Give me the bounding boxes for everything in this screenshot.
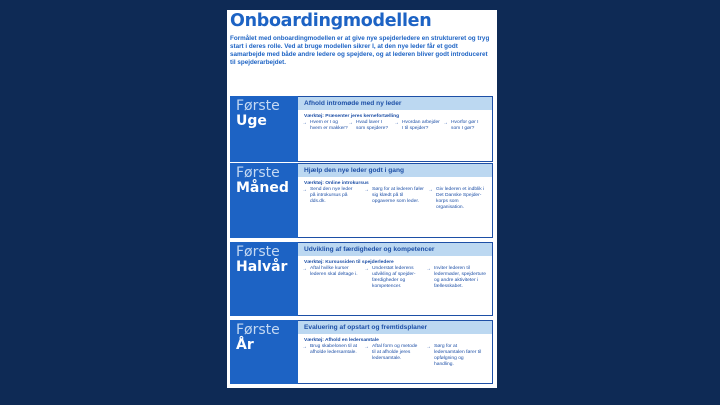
bullet-item	[302, 187, 358, 205]
arrow-icon: →	[364, 344, 369, 350]
stage-label	[230, 320, 298, 384]
stage-label	[230, 96, 298, 162]
bullet-text: Brug skabelonen til at afholde ledersamtale.	[310, 344, 358, 355]
section-first-week	[230, 96, 493, 162]
bullet-text: Hvorfor gør I som I gør?	[451, 120, 479, 131]
section-tool: Værktøj: Afhold en ledersamtale	[304, 338, 379, 343]
bullet-text: Hvad laver I som spejdere?	[356, 120, 389, 131]
bullet-item	[348, 120, 392, 132]
document-page	[227, 10, 497, 388]
arrow-icon: →	[364, 266, 369, 272]
arrow-icon: →	[426, 266, 431, 272]
bullet-item	[364, 344, 420, 362]
bullet-text: Sørg for at lederen føler sig klædt på til opgaverne som leder.	[372, 187, 424, 204]
section-heading: Udvikling af færdigheder og kompetencer	[298, 243, 492, 256]
bullet-text: Inviter lederen til ledermøder, spejderture og andre aktiviteter i fællesskabet.	[434, 266, 486, 289]
arrow-icon: →	[428, 187, 433, 193]
bullet-item	[428, 187, 486, 211]
arrow-icon: →	[443, 120, 448, 126]
bullet-item	[364, 266, 424, 290]
stage-label-line1: Første	[236, 165, 280, 181]
section-box	[298, 96, 493, 162]
bullet-item	[302, 120, 350, 132]
arrow-icon: →	[348, 120, 353, 126]
arrow-icon: →	[302, 120, 307, 126]
section-first-year	[230, 320, 493, 384]
section-first-half-year	[230, 242, 493, 316]
stage-label-line2: År	[236, 337, 254, 353]
bullet-text: Giv lederen et indblik i Det Danske Spejder-korps som organisation.	[436, 187, 485, 210]
stage-label-line1: Første	[236, 244, 280, 260]
section-first-month	[230, 163, 493, 238]
stage-label-line1: Første	[236, 98, 280, 114]
section-tool: Værktøj: Præsenter jeres kernefortælling	[304, 114, 400, 119]
bullet-text: Send den nye leder på introkursus på dds.dk.	[310, 187, 353, 204]
bullet-item	[426, 344, 484, 368]
section-heading: Afhold intromøde med ny leder	[298, 97, 492, 110]
section-tool: Værktøj: Online introkursus	[304, 181, 369, 186]
arrow-icon: →	[426, 344, 431, 350]
stage-label-line1: Første	[236, 322, 280, 338]
section-tool: Værktøj: Kursussiden til spejderledere	[304, 260, 394, 265]
bullet-item	[394, 120, 440, 132]
stage-label-line2: Måned	[236, 180, 289, 196]
section-heading: Evaluering af opstart og fremtidsplaner	[298, 321, 492, 334]
stage-label	[230, 163, 298, 238]
stage-label-line2: Uge	[236, 113, 267, 129]
stage-label-line2: Halvår	[236, 259, 288, 275]
bullet-text: Sørg for at ledersamtalen fører til opfølgning og handling.	[434, 344, 482, 367]
bullet-text: Aftal form og metode til at afholde jeres ledersamtale.	[372, 344, 418, 361]
arrow-icon: →	[302, 266, 307, 272]
section-box	[298, 320, 493, 384]
arrow-icon: →	[394, 120, 399, 126]
bullet-text: Aftal hvilke kurser lederen skal deltage i.	[310, 266, 358, 277]
bullet-item	[364, 187, 426, 205]
arrow-icon: →	[302, 187, 307, 193]
section-box	[298, 163, 493, 238]
bullet-item	[426, 266, 486, 290]
bullet-text: Hvem er I og hvem er makker?	[310, 120, 348, 131]
section-box	[298, 242, 493, 316]
bullet-item	[302, 266, 360, 278]
bullet-item	[302, 344, 358, 356]
arrow-icon: →	[364, 187, 369, 193]
intro-paragraph: Formålet med onboardingmodellen er at give nye spejderledere en struktureret og tryg start i deres rolle. Ved at bruge modellen sikrer I, at den nye leder får et godt samarbejde med både andre ledere og spejdere, og at lederen bliver godt introduceret til spejderarbejdet.	[230, 35, 490, 67]
bullet-text: Hvordan arbejder I til spejder?	[402, 120, 440, 131]
page-title: Onboardingmodellen	[230, 11, 432, 31]
section-heading: Hjælp den nye leder godt i gang	[298, 164, 492, 177]
arrow-icon: →	[302, 344, 307, 350]
stage-label	[230, 242, 298, 316]
bullet-item	[443, 120, 489, 132]
bullet-text: Understøt lederens udvikling af spejder-færdigheder og kompetencer.	[372, 266, 416, 289]
